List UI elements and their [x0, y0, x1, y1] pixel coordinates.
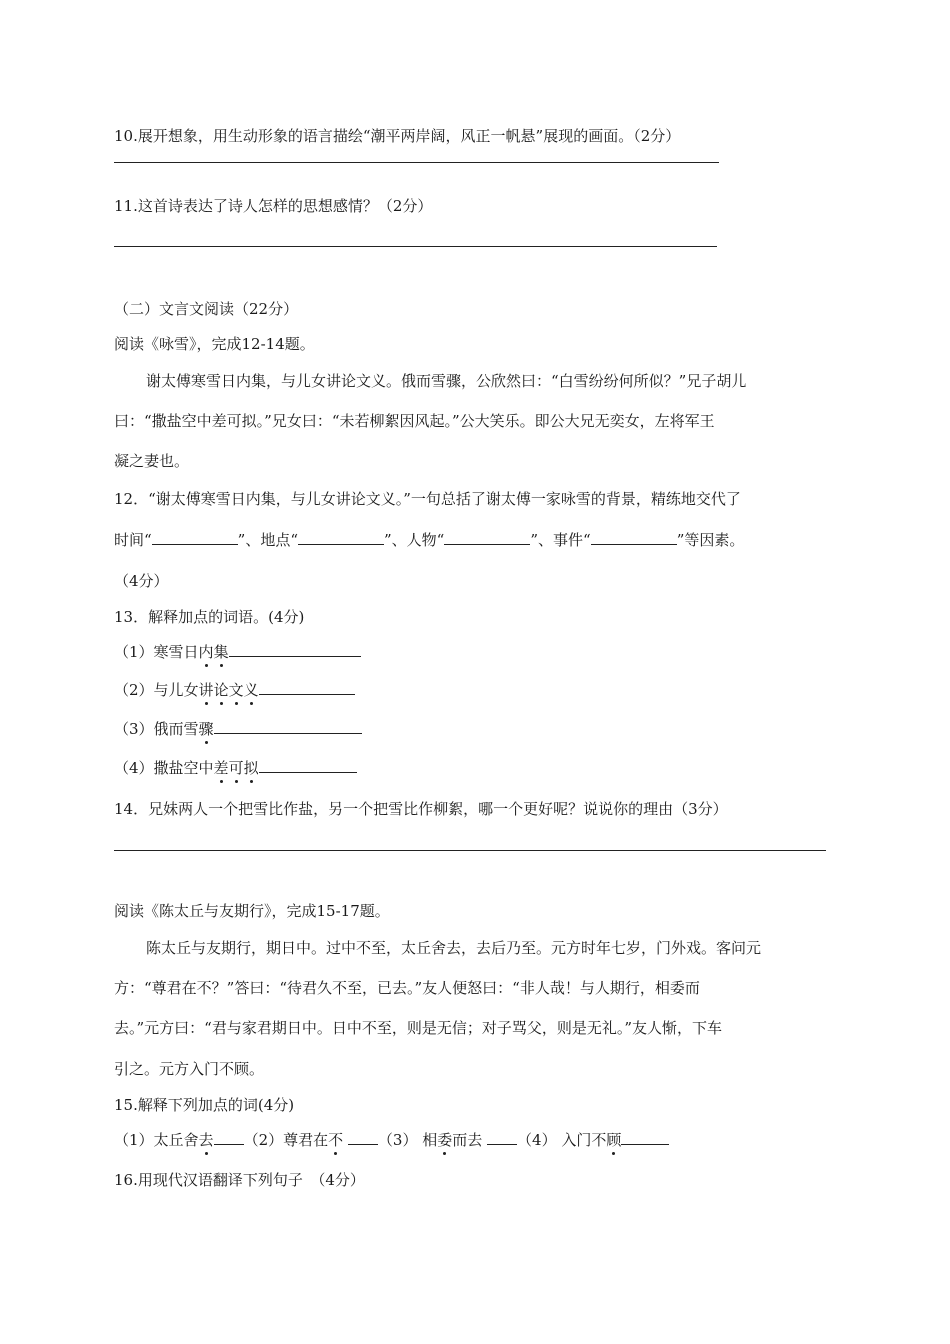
passage1-line-3: 凝之妻也。	[114, 452, 190, 470]
question-10: 10.展开想象，用生动形象的语言描绘“潮平两岸阔，风正一帆悬”展现的画面。（2分）	[114, 127, 681, 145]
blank-q15-2[interactable]	[348, 1130, 378, 1145]
passage2-line-3: 去。”元方曰：“君与家君期日中。日中不至，则是无信；对子骂父，则是无礼。”友人惭，下车	[114, 1019, 723, 1037]
answer-line-q11[interactable]	[114, 246, 717, 247]
blank-q13-2[interactable]	[259, 680, 355, 695]
answer-line-q10[interactable]	[114, 162, 719, 163]
blank-q15-1[interactable]	[214, 1130, 244, 1145]
passage1-line-1: 谢太傅寒雪日内集，与儿女讲论文义。俄而雪骤，公欣然曰：“白雪纷纷何所似？”兄子胡儿	[146, 372, 747, 390]
passage2-line-4: 引之。元方入门不顾。	[114, 1060, 265, 1078]
question-14: 14．兄妹两人一个把雪比作盐，另一个把雪比作柳絮，哪一个更好呢？说说你的理由（3分）	[114, 800, 728, 818]
passage1-intro: 阅读《咏雪》，完成12-14题。	[114, 335, 315, 353]
q13-item-2: （2）与儿女讲论文义	[114, 680, 355, 700]
question-12: 12．“谢太傅寒雪日内集，与儿女讲论文义。”一句总括了谢太傅一家咏雪的背景，精练地交代了	[114, 490, 741, 508]
blank-time[interactable]	[152, 530, 238, 545]
blank-q13-3[interactable]	[214, 719, 362, 734]
question-12-score: （4分）	[114, 572, 169, 590]
question-15: 15.解释下列加点的词(4分)	[114, 1096, 295, 1114]
question-11: 11.这首诗表达了诗人怎样的思想感情？（2分）	[114, 197, 433, 215]
blank-place[interactable]	[298, 530, 384, 545]
question-16: 16.用现代汉语翻译下列句子 （4分）	[114, 1171, 365, 1189]
blank-q15-3[interactable]	[487, 1130, 517, 1145]
q13-item-3: （3）俄而雪骤	[114, 719, 362, 739]
blank-q13-4[interactable]	[259, 758, 357, 773]
blank-event[interactable]	[591, 530, 677, 545]
passage2-line-2: 方：“尊君在不？”答曰：“待君久不至，已去。”友人便怒曰：“非人哉！与人期行，相委而	[114, 979, 700, 997]
passage2-line-1: 陈太丘与友期行，期日中。过中不至，太丘舍去，去后乃至。元方时年七岁，门外戏。客问元	[146, 939, 762, 957]
passage2-intro: 阅读《陈太丘与友期行》，完成15-17题。	[114, 902, 390, 920]
q13-item-1: （1）寒雪日内集	[114, 642, 361, 662]
question-13: 13．解释加点的词语。(4分)	[114, 608, 305, 626]
blank-q15-4[interactable]	[621, 1130, 669, 1145]
question-15-items: （1）太丘舍去 （2）尊君在不 （3） 相委而去 （4） 入门不顾	[114, 1130, 669, 1150]
q13-item-4: （4）撒盐空中差可拟	[114, 758, 357, 778]
blank-people[interactable]	[444, 530, 530, 545]
section-heading: （二）文言文阅读（22分）	[114, 300, 299, 318]
answer-line-q14[interactable]	[114, 850, 826, 851]
question-12-blanks: 时间“ ”、地点“ ”、人物“ ”、事件“ ”等因素。	[114, 531, 745, 549]
passage1-line-2: 曰：“撒盐空中差可拟。”兄女曰：“未若柳絮因风起。”公大笑乐。即公大兄无奕女，左将军王	[114, 412, 715, 430]
blank-q13-1[interactable]	[229, 642, 361, 657]
